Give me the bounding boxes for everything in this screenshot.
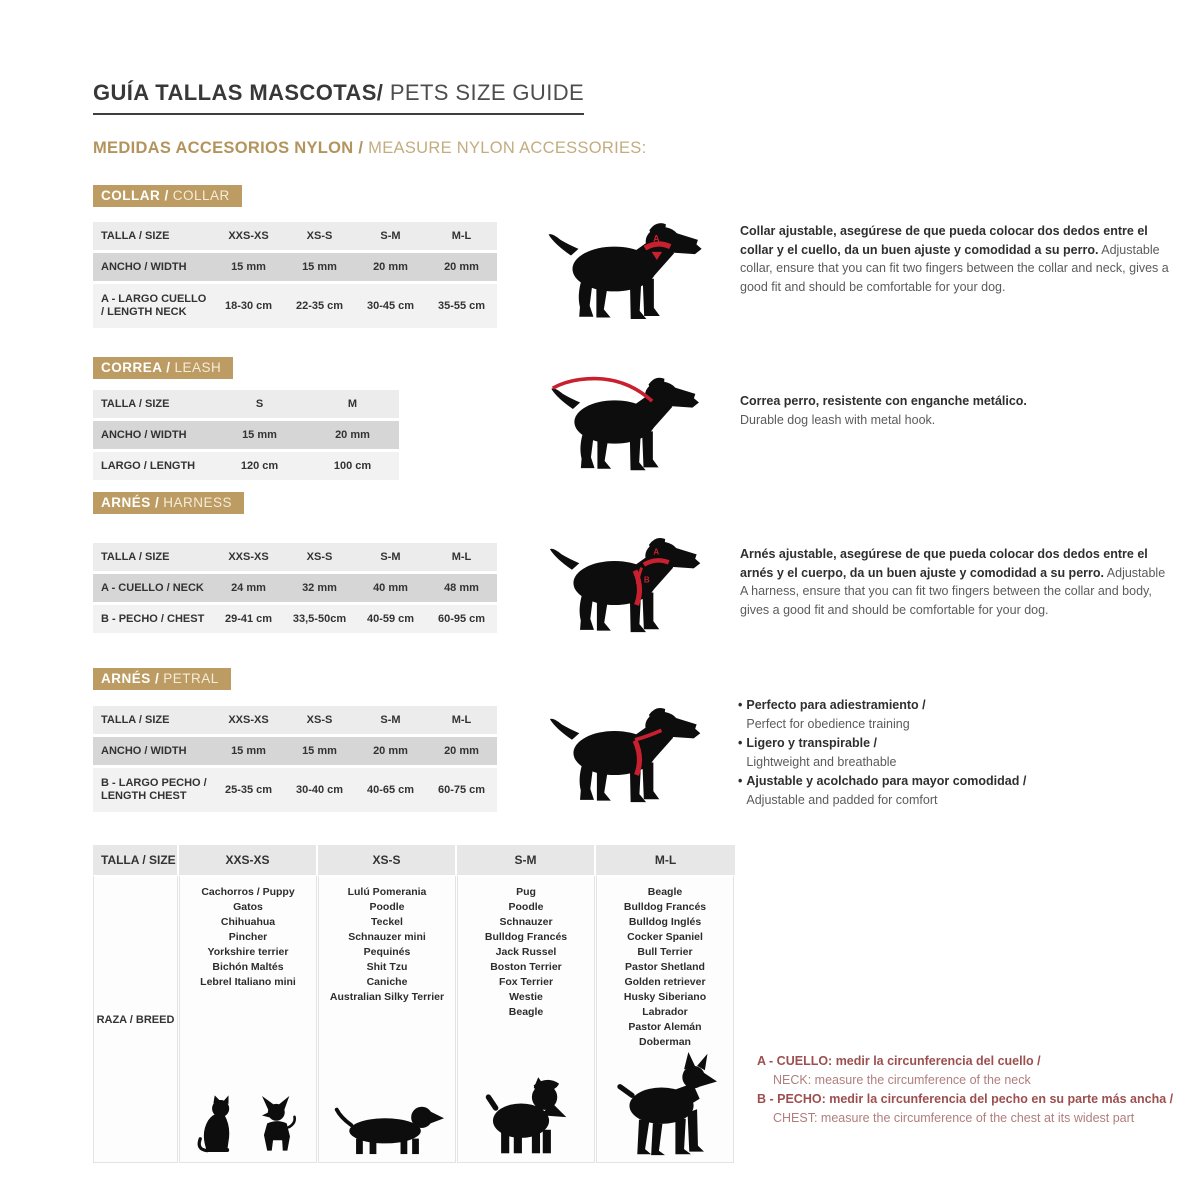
collar-desc-en: Adjustable collar, ensure that you can fit two fingers between the collar and neck, gives a good fit and should be comfortable for your dog.	[740, 242, 1169, 294]
breed-item: Cachorros / Puppy	[201, 886, 295, 898]
leash-badge-es: CORREA /	[101, 360, 171, 375]
harness-desc-es: Arnés ajustable, asegúrese de que pueda colocar dos dedos entre el arnés y el cuerpo, da un buen ajuste y comodidad a su perro.	[740, 547, 1148, 580]
table-cell: 60-95 cm	[437, 613, 486, 625]
breed-item: Yorkshire terrier	[207, 946, 289, 958]
collar-badge-en: COLLAR	[172, 188, 230, 203]
note-b-es: B - PECHO: medir la circunferencia del pecho en su parte más ancha /	[757, 1092, 1174, 1106]
table-cell: LARGO / LENGTH	[101, 459, 196, 472]
breed-item: Labrador	[642, 1006, 688, 1018]
breed-item: Boston Terrier	[490, 961, 562, 973]
breed-item: Pincher	[228, 931, 268, 943]
leash-badge	[93, 357, 233, 379]
table-cell: 15 mm	[302, 261, 337, 273]
table-cell: 100 cm	[333, 460, 372, 472]
breed-item: Teckel	[371, 916, 403, 928]
table-header-cell: M-L	[451, 551, 472, 563]
silhouette-group	[319, 1096, 455, 1162]
breed-table-body	[93, 875, 735, 1163]
note-b-en: CHEST: measure the circumference of the chest at its widest part	[773, 1111, 1135, 1125]
table-row	[93, 390, 399, 418]
table-cell: 20 mm	[444, 745, 479, 757]
subtitle-en: MEASURE NYLON ACCESSORIES:	[363, 139, 647, 157]
table-header-cell: TALLA / SIZE	[93, 845, 179, 875]
table-row	[93, 737, 497, 765]
breed-item: Schnauzer mini	[348, 931, 426, 943]
harness-badge	[93, 492, 244, 514]
breed-item: Bichón Maltés	[212, 961, 284, 973]
table-header-cell: TALLA / SIZE	[101, 550, 170, 563]
table-row	[93, 574, 497, 602]
page-title-en: PETS SIZE GUIDE	[383, 80, 585, 105]
breed-item: Fox Terrier	[498, 976, 554, 988]
cat-silhouette-icon	[195, 1094, 241, 1156]
leash-description	[740, 392, 1172, 429]
breed-item: Chihuahua	[220, 916, 276, 928]
feature-en: Adjustable and padded for comfort	[746, 792, 938, 807]
doberman-silhouette-icon	[609, 1052, 721, 1156]
dog-with-collar-icon	[533, 213, 718, 325]
silhouette-group	[597, 1050, 733, 1162]
dog-with-harness-icon	[528, 528, 723, 638]
breed-column-xxs-xs	[179, 875, 317, 1163]
petral-size-table	[93, 706, 497, 812]
petral-dog-illustration	[528, 698, 723, 813]
breed-item: Lebrel Italiano mini	[200, 976, 296, 988]
breed-size-table	[93, 845, 735, 1163]
petral-badge-en: PETRAL	[163, 671, 219, 686]
feature-es: Ligero y transpirable /	[746, 736, 877, 750]
breed-item: Pug	[516, 886, 536, 898]
table-row	[93, 222, 497, 250]
silhouette-group	[458, 1068, 594, 1162]
table-header-cell: XS-S	[306, 714, 333, 726]
table-cell: 30-45 cm	[366, 300, 415, 312]
table-cell: B - LARGO PECHO / LENGTH CHEST	[101, 777, 207, 802]
table-row	[93, 421, 399, 449]
table-cell: 15 mm	[242, 429, 277, 441]
harness-description	[740, 545, 1172, 619]
table-cell: ANCHO / WIDTH	[101, 428, 187, 441]
breed-column-s-m	[457, 875, 595, 1163]
breed-item: Doberman	[639, 1036, 691, 1048]
table-cell: 22-35 cm	[295, 300, 344, 312]
breed-item: Husky Siberiano	[623, 991, 707, 1003]
breed-list	[597, 877, 733, 1050]
table-header-cell: S-M	[380, 551, 401, 563]
collar-dog-illustration	[533, 213, 718, 330]
breed-row-label-text: RAZA / BREED	[96, 1013, 175, 1026]
dog-with-leash-icon	[528, 368, 723, 476]
table-cell: 48 mm	[444, 582, 479, 594]
petral-badge	[93, 668, 231, 690]
table-row	[93, 452, 399, 480]
table-cell: 60-75 cm	[437, 784, 486, 796]
page-title	[93, 80, 584, 115]
breed-item: Beagle	[647, 886, 683, 898]
breed-list	[458, 877, 594, 1020]
breed-item: Golden retriever	[624, 976, 706, 988]
table-cell: 40 mm	[373, 582, 408, 594]
breed-item: Westie	[509, 991, 543, 1003]
harness-desc-en: Adjustable A harness, ensure that you can fit two fingers between the collar and body, gives a good fit and should be comfortable for your dog.	[740, 565, 1166, 617]
table-header-cell: S-M	[457, 845, 596, 875]
table-cell: 20 mm	[335, 429, 370, 441]
table-cell: 20 mm	[373, 745, 408, 757]
table-row	[93, 605, 497, 633]
chihuahua-silhouette-icon	[249, 1092, 301, 1156]
leash-desc-es: Correa perro, resistente con enganche metálico.	[740, 394, 1027, 408]
table-header-cell: XS-S	[306, 230, 333, 242]
leash-badge-en: LEASH	[174, 360, 222, 375]
table-cell: 40-65 cm	[366, 784, 415, 796]
table-row	[93, 543, 497, 571]
breed-column-xs-s	[318, 875, 456, 1163]
breed-item: Gatos	[233, 901, 263, 913]
harness-size-table	[93, 543, 497, 633]
table-cell: 20 mm	[444, 261, 479, 273]
table-cell: 24 mm	[231, 582, 266, 594]
leash-dog-illustration	[528, 368, 723, 481]
table-header-cell: M-L	[596, 845, 735, 875]
table-cell: 20 mm	[373, 261, 408, 273]
breed-item: Australian Silky Terrier	[329, 991, 445, 1003]
note-a-es: A - CUELLO: medir la circunferencia del cuello /	[757, 1054, 1041, 1068]
table-cell: ANCHO / WIDTH	[101, 744, 187, 757]
breed-row-label	[93, 875, 178, 1163]
table-header-cell: XXS-XS	[228, 230, 269, 242]
table-header-cell: TALLA / SIZE	[101, 397, 170, 410]
table-header-cell: TALLA / SIZE	[101, 713, 170, 726]
table-cell: 30-40 cm	[295, 784, 344, 796]
table-cell: ANCHO / WIDTH	[101, 260, 187, 273]
table-header-cell: S-M	[380, 714, 401, 726]
table-cell: 33,5-50cm	[292, 613, 347, 625]
breed-item: Cocker Spaniel	[627, 931, 703, 943]
silhouette-group	[180, 1090, 316, 1162]
dachshund-silhouette-icon	[329, 1098, 445, 1156]
table-cell: A - LARGO CUELLO / LENGTH NECK	[101, 293, 207, 318]
collar-desc-es: Collar ajustable, asegúrese de que pueda colocar dos dedos entre el collar y el cuello, da un buen ajuste y comodidad a su perro.	[740, 224, 1148, 257]
breed-table-header	[93, 845, 735, 875]
feature-item	[738, 696, 1178, 733]
table-header-cell: S-M	[380, 230, 401, 242]
table-header-cell: XXS-XS	[228, 714, 269, 726]
table-row	[93, 768, 497, 812]
table-cell: 120 cm	[240, 460, 279, 472]
table-header-cell: XS-S	[318, 845, 457, 875]
table-header-cell: M-L	[451, 230, 472, 242]
table-cell: 15 mm	[231, 745, 266, 757]
breed-list	[180, 877, 316, 990]
feature-item	[738, 772, 1178, 809]
table-row	[93, 706, 497, 734]
table-header-cell: XXS-XS	[179, 845, 318, 875]
table-cell: 32 mm	[302, 582, 337, 594]
table-cell: 40-59 cm	[366, 613, 415, 625]
breed-list	[319, 877, 455, 1005]
table-cell: 15 mm	[231, 261, 266, 273]
table-cell: B - PECHO / CHEST	[101, 612, 205, 625]
feature-es: Perfecto para adiestramiento /	[746, 698, 926, 712]
breed-item: Bulldog Inglés	[628, 916, 702, 928]
table-cell: 35-55 cm	[437, 300, 486, 312]
feature-en: Perfect for obedience training	[746, 716, 910, 731]
bullet-icon: •	[738, 736, 743, 750]
harness-badge-es: ARNÉS /	[101, 495, 160, 510]
bullet-icon: •	[738, 774, 743, 788]
breed-item: Caniche	[366, 976, 408, 988]
table-header-cell: XXS-XS	[228, 551, 269, 563]
table-cell: 18-30 cm	[224, 300, 273, 312]
table-row	[93, 284, 497, 328]
collar-description	[740, 222, 1172, 296]
table-header-cell: S	[255, 398, 264, 410]
petral-feature-list	[738, 696, 1178, 810]
breed-item: Pastor Alemán	[628, 1021, 702, 1033]
breed-item: Beagle	[508, 1006, 544, 1018]
harness-badge-en: HARNESS	[163, 495, 233, 510]
table-row	[93, 253, 497, 281]
breed-item: Shit Tzu	[366, 961, 408, 973]
breed-item: Bulldog Francés	[623, 901, 707, 913]
leash-desc-en: Durable dog leash with metal hook.	[740, 412, 936, 427]
collar-a-marker: A	[653, 233, 660, 244]
table-cell: 15 mm	[302, 745, 337, 757]
table-cell: 29-41 cm	[224, 613, 273, 625]
measurement-notes	[757, 1052, 1187, 1128]
bullet-icon: •	[738, 698, 743, 712]
dog-with-petral-icon	[528, 698, 723, 808]
table-header-cell: XS-S	[306, 551, 333, 563]
harness-a-marker: A	[653, 547, 660, 557]
section-subtitle	[93, 139, 646, 158]
note-a-en: NECK: measure the circumference of the neck	[773, 1073, 1031, 1087]
feature-es: Ajustable y acolchado para mayor comodidad /	[746, 774, 1027, 788]
breed-item: Poodle	[369, 901, 405, 913]
table-header-cell: M-L	[451, 714, 472, 726]
breed-item: Lulú Pomerania	[347, 886, 427, 898]
breed-item: Bulldog Francés	[484, 931, 568, 943]
schnauzer-silhouette-icon	[482, 1070, 570, 1156]
harness-b-marker: B	[643, 575, 650, 585]
leash-size-table	[93, 390, 399, 480]
table-cell: 25-35 cm	[224, 784, 273, 796]
subtitle-es: MEDIDAS ACCESORIOS NYLON /	[93, 139, 364, 157]
breed-item: Bull Terrier	[637, 946, 693, 958]
collar-badge-es: COLLAR /	[101, 188, 169, 203]
table-header-cell: M	[347, 398, 358, 410]
table-cell: A - CUELLO / NECK	[101, 581, 204, 594]
breed-column-m-l	[596, 875, 734, 1163]
feature-item	[738, 734, 1178, 771]
collar-size-table	[93, 222, 497, 328]
breed-item: Poodle	[508, 901, 544, 913]
petral-badge-es: ARNÉS /	[101, 671, 160, 686]
breed-item: Jack Russel	[495, 946, 557, 958]
breed-item: Pastor Shetland	[625, 961, 705, 973]
table-header-cell: TALLA / SIZE	[101, 229, 170, 242]
breed-item: Pequinés	[363, 946, 411, 958]
collar-badge	[93, 185, 242, 207]
harness-dog-illustration	[528, 528, 723, 643]
breed-item: Schnauzer	[499, 916, 553, 928]
page-title-es: GUÍA TALLAS MASCOTAS/	[93, 80, 384, 105]
feature-en: Lightweight and breathable	[746, 754, 897, 769]
